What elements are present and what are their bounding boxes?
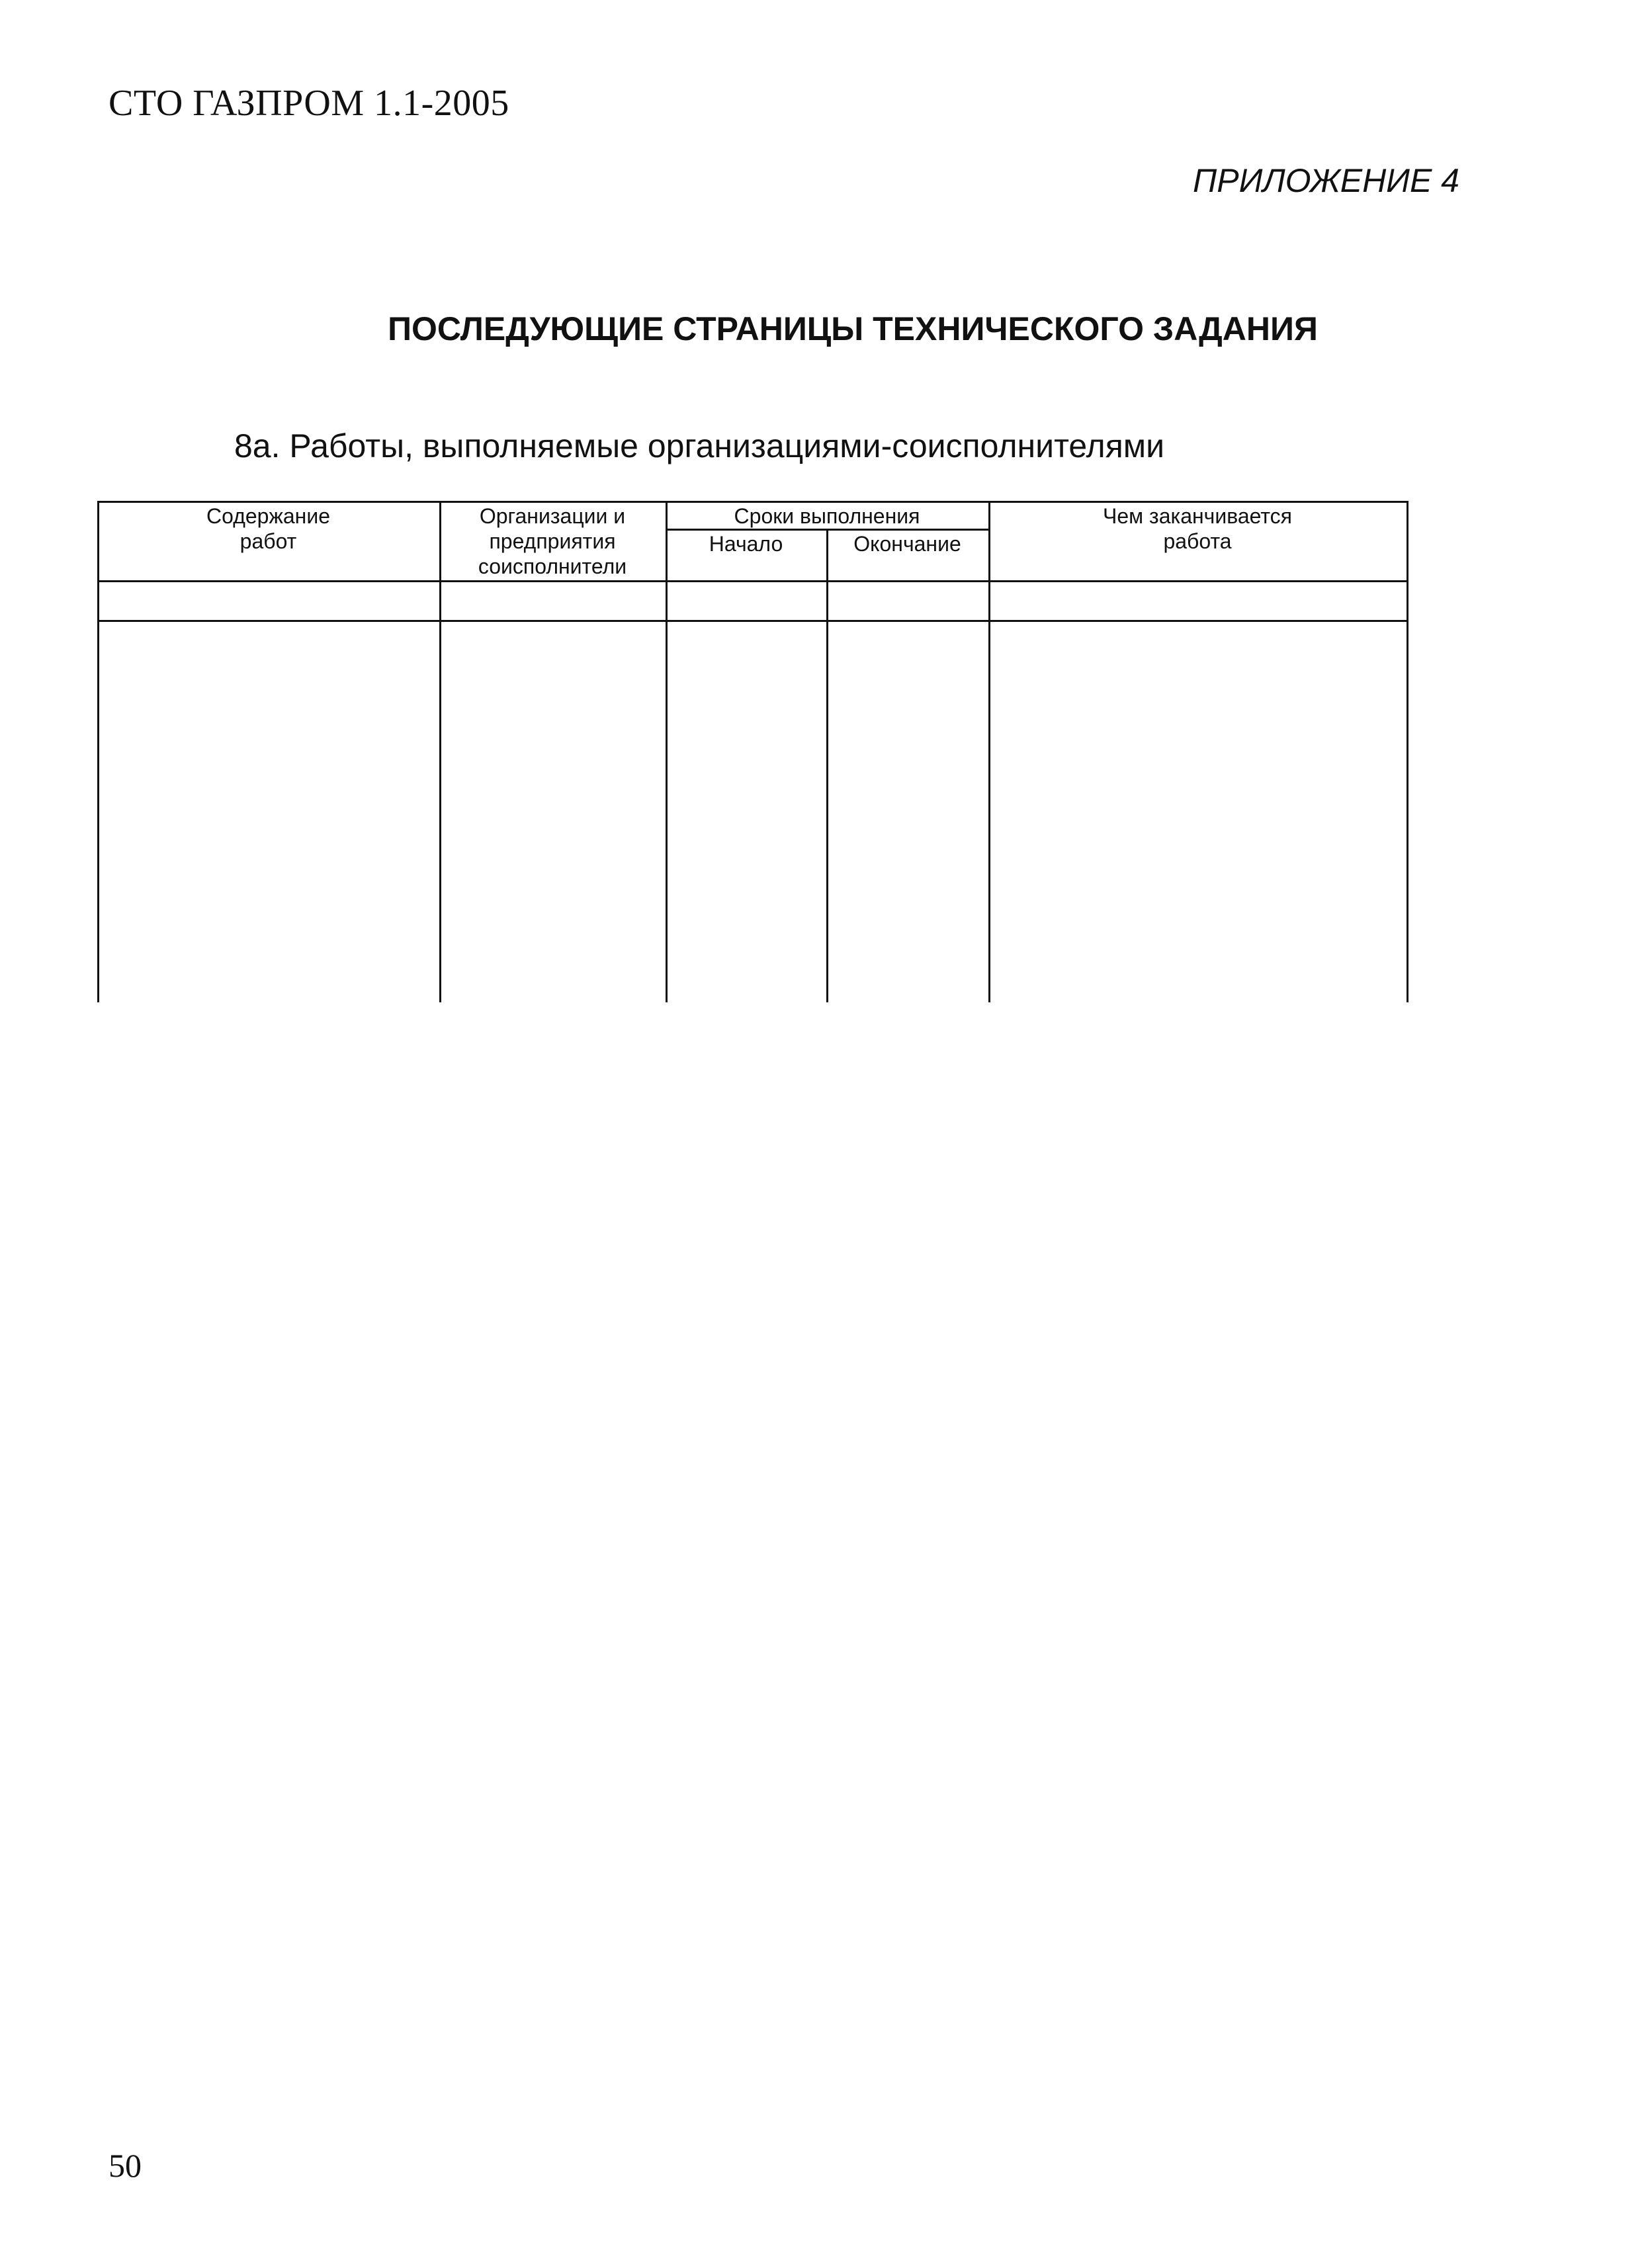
- header-deadlines: Сроки выполнения: [734, 504, 920, 528]
- first-row-bottom-border: [97, 620, 1408, 622]
- column-divider-4: [988, 501, 990, 1002]
- header-result: Чем заканчивается работа: [1103, 504, 1292, 553]
- header-organizations: Организации и предприятия соисполнители: [478, 504, 627, 578]
- header-work-content: Содержание работ: [206, 504, 330, 553]
- column-divider-3: [826, 529, 828, 1002]
- document-title: ПОСЛЕДУЮЩИЕ СТРАНИЦЫ ТЕХНИЧЕСКОГО ЗАДАНИЯ: [388, 310, 1318, 347]
- table-left-border: [97, 501, 99, 1002]
- header-start: Начало: [709, 532, 783, 556]
- page-number: 50: [108, 2147, 142, 2184]
- table-right-border: [1407, 501, 1408, 1002]
- standard-code: СТО ГАЗПРОМ 1.1-2005: [108, 83, 509, 124]
- header-end: Окончание: [853, 532, 961, 556]
- header-bottom-border: [97, 580, 1408, 582]
- works-table: [97, 501, 1408, 1002]
- section-heading: 8а. Работы, выполняемые организациями-соисполнителями: [234, 427, 1165, 464]
- column-divider-2: [666, 501, 668, 1002]
- appendix-label: ПРИЛОЖЕНИЕ 4: [1193, 162, 1459, 199]
- table-top-border: [97, 501, 1408, 503]
